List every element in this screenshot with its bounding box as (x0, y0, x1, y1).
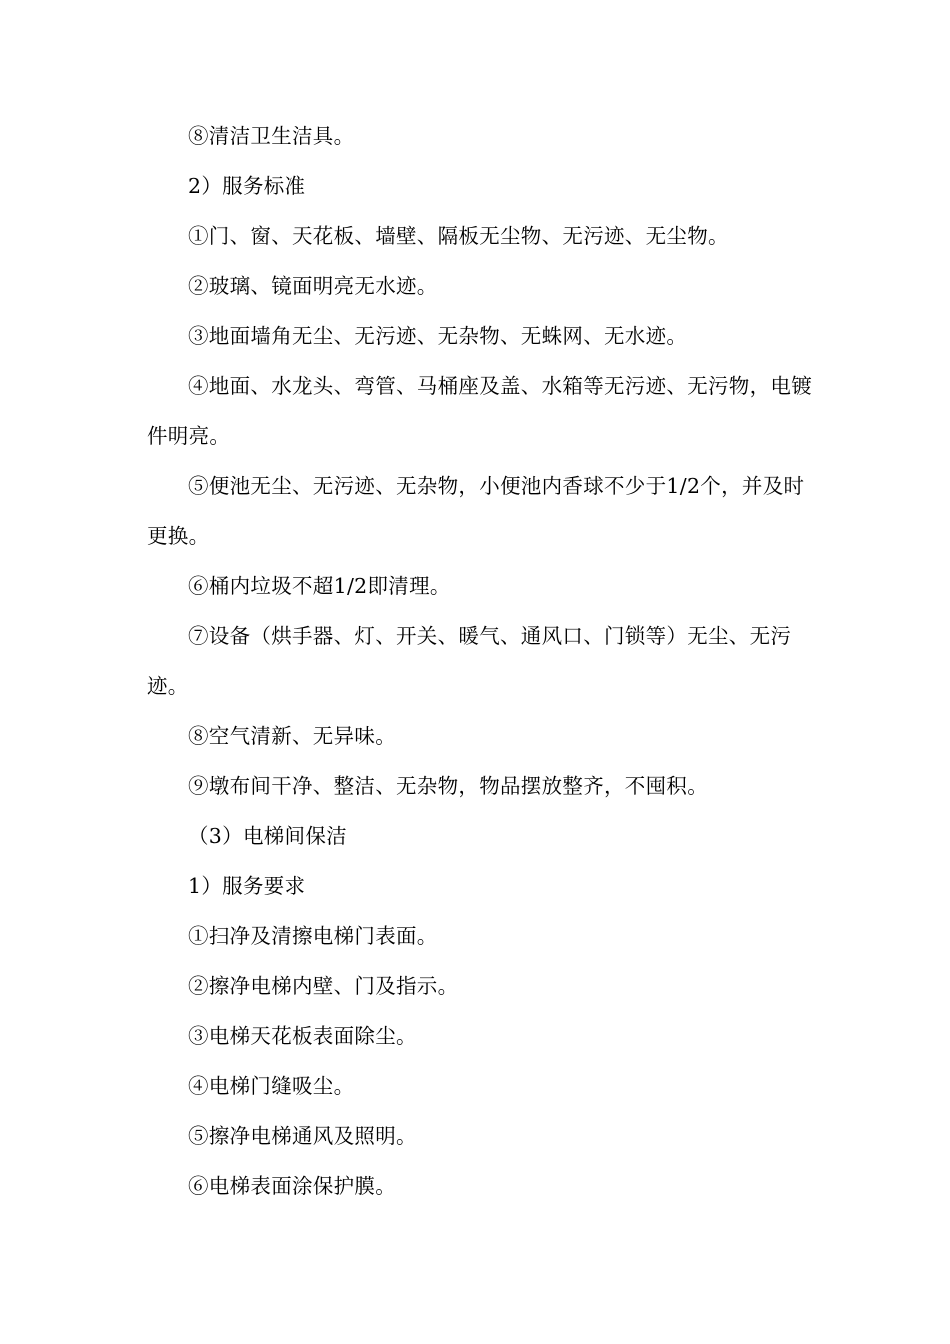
paragraph-18: ⑤擦净电梯通风及照明。 (188, 1124, 417, 1148)
document-body (147, 111, 812, 1211)
paragraph-4: ②玻璃、镜面明亮无水迹。 (188, 274, 438, 298)
paragraph-7: ⑤便池无尘、无污迹、无杂物，小便池内香球不少于1/2个，并及时更换。 (147, 474, 805, 548)
paragraph-15: ②擦净电梯内壁、门及指示。 (188, 974, 459, 998)
paragraph-5: ③地面墙角无尘、无污迹、无杂物、无蛛网、无水迹。 (188, 324, 688, 348)
paragraph-17: ④电梯门缝吸尘。 (188, 1074, 355, 1098)
paragraph-10: ⑧空气清新、无异味。 (188, 724, 396, 748)
paragraph-19: ⑥电梯表面涂保护膜。 (188, 1174, 396, 1198)
paragraph-12: （3）电梯间保洁 (188, 824, 347, 848)
paragraph-11: ⑨墩布间干净、整洁、无杂物，物品摆放整齐，不囤积。 (188, 774, 708, 798)
paragraph-1: ⑧清洁卫生洁具。 (188, 124, 355, 148)
paragraph-16: ③电梯天花板表面除尘。 (188, 1024, 417, 1048)
paragraph-3: ①门、窗、天花板、墙壁、隔板无尘物、无污迹、无尘物。 (188, 224, 729, 248)
paragraph-2: 2）服务标准 (188, 174, 306, 198)
paragraph-6: ④地面、水龙头、弯管、马桶座及盖、水箱等无污迹、无污物，电镀件明亮。 (147, 374, 812, 448)
paragraph-9: ⑦设备（烘手器、灯、开关、暖气、通风口、门锁等）无尘、无污迹。 (147, 624, 792, 698)
paragraph-8: ⑥桶内垃圾不超1/2即清理。 (188, 574, 451, 598)
paragraph-14: ①扫净及清擦电梯门表面。 (188, 924, 438, 948)
paragraph-13: 1）服务要求 (188, 874, 306, 898)
